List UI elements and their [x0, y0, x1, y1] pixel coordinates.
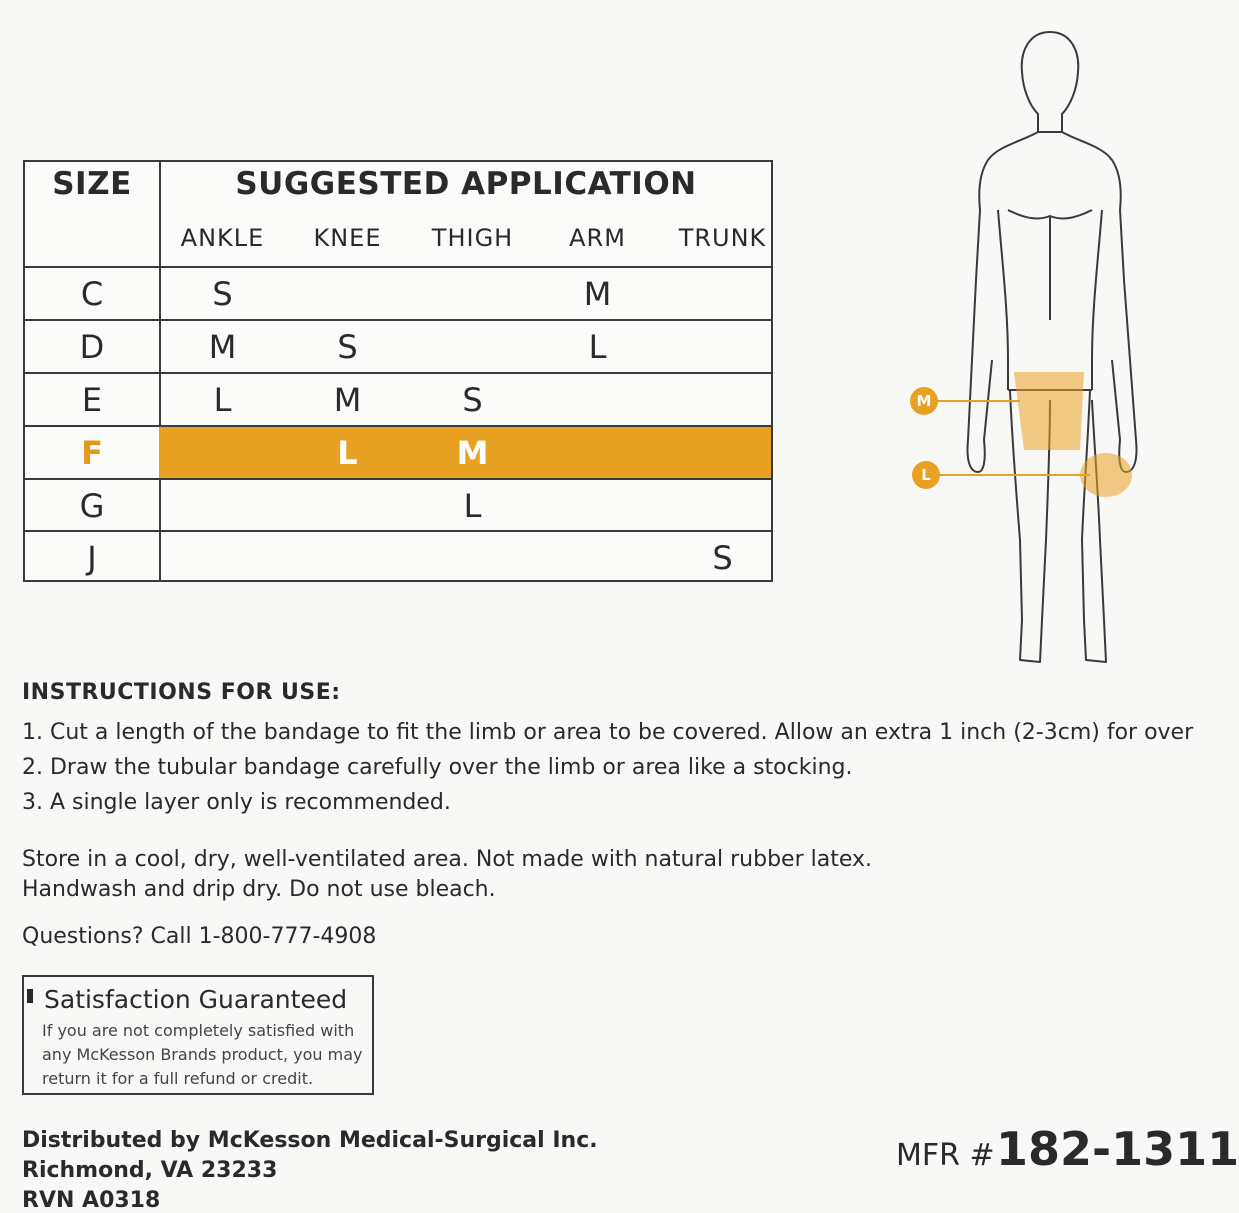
cell-arm: M: [583, 275, 612, 313]
mfr-number: 182-1311: [996, 1122, 1239, 1176]
questions-phone-line: Questions? Call 1-800-777-4908: [22, 924, 377, 949]
cell-trunk: [660, 374, 785, 426]
cell-arm: L: [588, 328, 607, 366]
callout-badge-l: L: [912, 461, 940, 489]
column-header-arm: ARM: [569, 224, 626, 252]
mfr-label: MFR #: [896, 1138, 995, 1173]
instruction-step-3: 3. A single layer only is recommended.: [22, 790, 451, 815]
cell-thigh: [410, 532, 535, 584]
callout-badge-m: M: [910, 387, 938, 415]
cell-ankle: [160, 480, 285, 532]
size-label: E: [81, 381, 103, 419]
cell-trunk: [660, 268, 785, 320]
size-label: F: [81, 434, 103, 472]
size-header: SIZE: [52, 166, 132, 202]
column-header-ankle: ANKLE: [180, 224, 265, 252]
column-header-knee: KNEE: [313, 224, 382, 252]
table-row-size-e: [25, 372, 771, 426]
instruction-step-1: 1. Cut a length of the bandage to fit the limb or area to be covered. Allow an extra 1 inch (2-3cm) for over: [22, 720, 1194, 745]
cell-knee: [285, 532, 410, 584]
column-header-thigh: THIGH: [431, 224, 514, 252]
cell-thigh: M: [456, 434, 489, 472]
table-row-size-g: [25, 478, 771, 532]
guarantee-body: If you are not completely satisfied with any McKesson Brands product, you may return it for a full refund or credit.: [42, 1021, 363, 1088]
cell-thigh: S: [462, 381, 483, 419]
table-row-size-f-highlighted: [25, 425, 771, 479]
table-row-size-c: [25, 266, 771, 320]
size-label: G: [79, 487, 105, 525]
cell-knee: M: [333, 381, 362, 419]
cell-thigh: L: [463, 487, 482, 525]
body-diagram: [880, 20, 1200, 680]
size-label: C: [80, 275, 104, 313]
cell-arm: [535, 532, 660, 584]
cell-arm: [535, 374, 660, 426]
guarantee-title: Satisfaction Guaranteed: [44, 985, 348, 1014]
human-outline-illustration: [880, 20, 1200, 680]
cell-knee: [285, 480, 410, 532]
guarantee-marker-icon: [27, 989, 33, 1003]
cell-ankle: L: [213, 381, 232, 419]
cell-thigh: [410, 321, 535, 373]
cell-ankle: S: [212, 275, 233, 313]
cell-knee: [285, 268, 410, 320]
column-header-trunk: TRUNK: [678, 224, 767, 252]
cell-arm: [535, 427, 660, 479]
distributor-line-3: RVN A0318: [22, 1188, 161, 1213]
cell-ankle: [160, 532, 285, 584]
satisfaction-guarantee-box: [22, 975, 374, 1095]
size-label: D: [79, 328, 105, 366]
cell-trunk: [660, 480, 785, 532]
cell-knee: L: [337, 434, 358, 472]
cell-knee: S: [337, 328, 358, 366]
storage-line-2: Handwash and drip dry. Do not use bleach.: [22, 877, 496, 902]
cell-ankle: [160, 427, 285, 479]
callout-line-l: [922, 474, 1090, 476]
size-chart-table: [23, 160, 773, 582]
cell-trunk: [660, 427, 785, 479]
table-row-size-j: [25, 530, 771, 584]
instructions-heading: INSTRUCTIONS FOR USE:: [22, 680, 341, 705]
distributor-line-2: Richmond, VA 23233: [22, 1158, 278, 1183]
cell-ankle: M: [208, 328, 237, 366]
storage-line-1: Store in a cool, dry, well-ventilated area. Not made with natural rubber latex.: [22, 847, 872, 872]
instruction-step-2: 2. Draw the tubular bandage carefully over the limb or area like a stocking.: [22, 755, 853, 780]
cell-thigh: [410, 268, 535, 320]
cell-trunk: S: [712, 539, 733, 577]
size-label: J: [87, 539, 97, 577]
table-row-size-d: [25, 319, 771, 373]
suggested-application-header: SUGGESTED APPLICATION: [235, 166, 697, 202]
thigh-highlight-region: [1014, 372, 1084, 450]
cell-trunk: [660, 321, 785, 373]
distributor-line-1: Distributed by McKesson Medical-Surgical Inc.: [22, 1128, 598, 1153]
cell-arm: [535, 480, 660, 532]
